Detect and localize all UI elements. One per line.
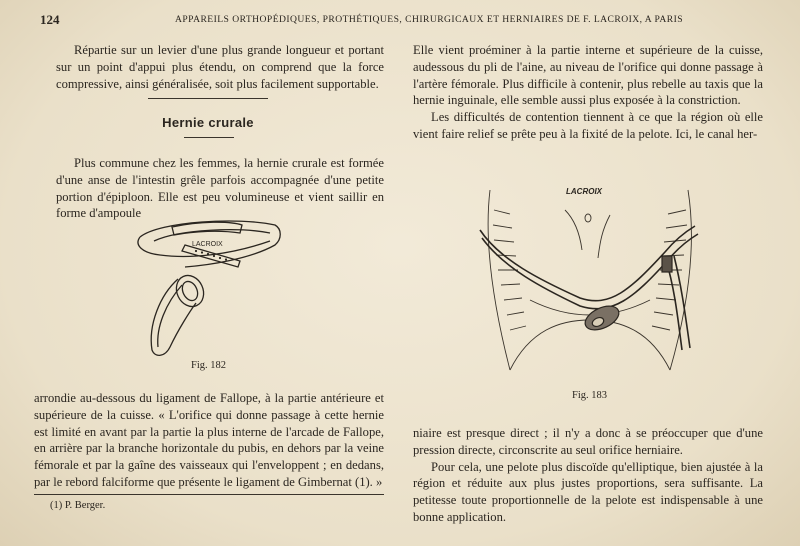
- right-paragraph-1: Elle vient proéminer à la partie interne et supérieure de la cuisse, audessous du pli de l'aine, au niveau de l'orifice qui donne passage à l'artère fémorale. Plus difficile à contenir, plus rebelle au taxis que la hernie inguinale, elle semble aussi plus exposée à la constriction.: [413, 43, 763, 108]
- left-paragraph-2: arrondie au-dessous du ligament de Fallope, à la partie antérieure et supérieure de la cuisse. « L'orifice qui donne passage à cette hernie est limité en avant par la partie la plus interne de l'arcade de Fallope, en arrière par la branche horizontale du pubis, en dehors par la veine fémorale et par la gaîne des vaisseaux qui l'enveloppent ; en dedans, par le rebord falciforme que présente le ligament de Gimbernat (1). »: [34, 391, 384, 489]
- section-divider-bottom: [184, 137, 234, 138]
- right-paragraph-3: niaire est presque direct ; il n'y a donc à se préoccuper que d'une pression directe, circonscrite au seul orifice herniaire.: [413, 426, 763, 457]
- page-number: 124: [40, 12, 60, 27]
- figure-182-truss: [130, 215, 290, 360]
- figure-183-caption: Fig. 183: [572, 390, 608, 401]
- right-paragraph-2: Les difficultés de contention tiennent à ce que la région où elle vient faire relief se prête peu à la fixité de la pelote. Ici, le canal her-: [413, 110, 763, 141]
- right-para3-block: [413, 425, 763, 526]
- right-para1-block: [413, 42, 763, 143]
- left-para2-block: [34, 390, 384, 491]
- fig182-maker-label: LACROIX: [192, 241, 223, 248]
- left-para1-block: [56, 155, 384, 222]
- right-paragraph-4: Pour cela, une pelote plus discoïde qu'elliptique, bien ajustée à la région et réduite aux plus justes proportions, sera suffisante. La petitesse toute proportionnelle de la pelote est indispensable à une bonne application.: [413, 459, 763, 524]
- running-head-title: APPAREILS ORTHOPÉDIQUES, PROTHÉTIQUES, CHIRURGICAUX ET HERNIAIRES DE F. LACROIX, A PARIS: [175, 14, 684, 25]
- section-title: Hernie crurale: [162, 115, 254, 130]
- intro-paragraph: Répartie sur un levier d'une plus grande longueur et portant sur un point d'appui plus étendu, on comprend que la force compressive, ainsi généralisée, soit plus facilement supportable.: [56, 43, 384, 91]
- running-head: [40, 12, 760, 28]
- fig183-maker-label: LACROIX: [566, 187, 602, 196]
- figure-183-engraving: [470, 180, 710, 380]
- footnote: (1) P. Berger.: [50, 500, 106, 511]
- figure-182-caption: Fig. 182: [191, 360, 227, 371]
- footnote-rule: [34, 494, 384, 495]
- left-intro: [56, 42, 384, 92]
- left-paragraph-1: Plus commune chez les femmes, la hernie crurale est formée d'une anse de l'intestin grêle parfois accompagnée d'une petite portion d'épiploon. Elle est peu volumineuse et vient saillir en forme d'ampoule: [56, 156, 384, 221]
- section-divider-top: [148, 98, 268, 99]
